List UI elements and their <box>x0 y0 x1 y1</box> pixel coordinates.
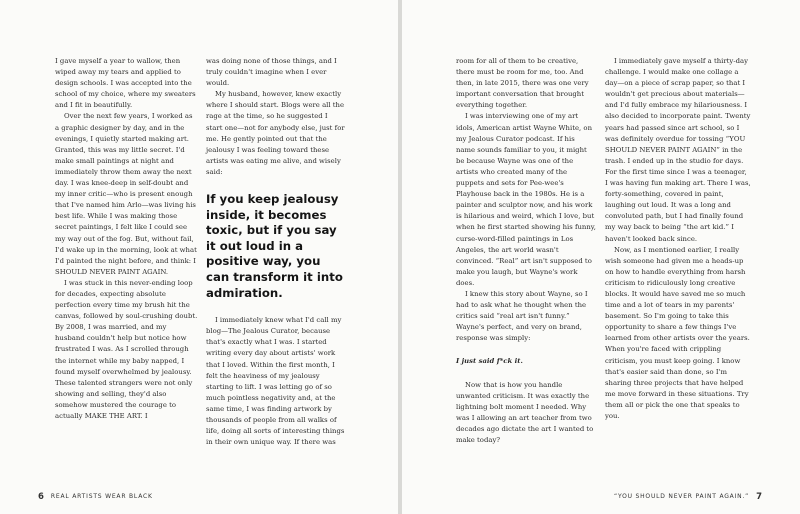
pull-quote: If you keep jealousy inside, it becomes toxic, but if you say it out loud in a positive way, you can transform it into admiration. <box>206 192 343 300</box>
page-number: 6 <box>38 492 44 502</box>
right-column-2 <box>605 56 751 422</box>
paragraph: Now that is how you handle unwanted criticism. It was exactly the lightning bolt moment I needed. Why was I allowing an art teacher from two decades ago dictate the art I wanted to make today? <box>456 380 594 444</box>
paragraph: room for all of them to be creative, there must be room for me, too. And then, in late 2015, there was one very important conversation that brought everything together. <box>456 57 589 110</box>
paragraph: I was stuck in this never-ending loop for decades, expecting absolute perfection every time my brush hit the canvas, followed by soul-crushing doubt. By 2008, I was married, and my husband couldn't help but notice how frustrated I was. As I scrolled through the internet while my baby napped, I found myself overwhelmed by jealousy. These talented strangers were not only showing and selling, they'd also somehow mustered the courage to actually MAKE THE ART. I <box>55 278 198 420</box>
paragraph: I gave myself a year to wallow, then wiped away my tears and applied to design schools. I was accepted into the school of my choice, where my sweaters and I fit in beautifully. <box>55 57 196 110</box>
paragraph: I immediately gave myself a thirty-day challenge. I would make one collage a day—on a piece of scrap paper, so that I wouldn't get precious about materials—and I'd fully embrace my hilariousness. I also decided to incorporate paint. Twenty years had passed since art school, so I was definitely overdue for tossing “YOU SHOULD NEVER PAINT AGAIN” in the trash. I ended up in the studio for days. For the first time since I was a teenager, I was having fun making art. There I was, forty-something, covered in paint, laughing out loud. It was a long and convoluted path, but I had finally found my way back to being “the art kid.” I haven't looked back since. <box>605 57 751 243</box>
left-folio <box>38 492 153 502</box>
running-head: “YOU SHOULD NEVER PAINT AGAIN.” <box>614 493 750 500</box>
paragraph: Over the next few years, I worked as a graphic designer by day, and in the evenings, I quietly started making art. Granted, this was my little secret. I'd make small paintings at night and immediately throw them away the next day. I was knee-deep in self-doubt and my inner critic—who is present enough that I've named him Arlo—was living his best life. While I was making those secret paintings, I felt like I could see my way out of the fog. But, without fail, I'd wake up in the morning, look at what I'd painted the night before, and think: I SHOULD NEVER PAINT AGAIN. <box>55 112 197 276</box>
paragraph: I immediately knew what I'd call my blog—The Jealous Curator, because that's exactly what I was. I started writing every day about artists' work that I loved. Within the first month, I felt the heaviness of my jealousy starting to lift. I was letting go of so much pointless negativity and, at the same time, I was finding artwork by thousands of people from all walks of life, doing all sorts of interesting things in their own unique way. If there was <box>206 316 345 447</box>
right-column-1 <box>456 56 596 446</box>
block-quote: I just said f*ck it. <box>456 357 523 366</box>
paragraph: I knew this story about Wayne, so I had to ask what he thought when the critics said “real art isn't funny.” Wayne's perfect, and very on brand, response was simply: <box>456 289 588 343</box>
running-head: REAL ARTISTS WEAR BLACK <box>50 493 153 500</box>
page-number: 7 <box>756 492 762 502</box>
right-folio <box>614 492 762 502</box>
paragraph: I was interviewing one of my art idols, American artist Wayne White, on my Jealous Curator podcast. If his name sounds familiar to you, it might be because Wayne was one of the artists who created many of the puppets and sets for Pee-wee's Playhouse back in the 1980s. He is a painter and sculptor now, and his work is hilarious and weird, which I love, but when he first started showing his funny, curse-word-filled paintings in Los Angeles, the art world wasn't convinced. “Real” art isn't supposed to make you laugh, but Wayne's work does. <box>456 112 596 287</box>
paragraph: Now, as I mentioned earlier, I really wish someone had given me a heads-up on how to handle everything from harsh criticism to ridiculously long creative blocks. It would have saved me so much time and a lot of tears in my parents' basement. So I'm going to take this opportunity to share a few things I've learned from other artists over the years. When you're faced with crippling criticism, you must keep going. I know that's easier said than done, so I'm sharing three projects that have helped me move forward in these situations. Try them all or pick the one that speaks to you. <box>605 245 750 420</box>
left-column-1 <box>55 56 198 422</box>
paragraph: was doing none of those things, and I truly couldn't imagine when I ever would. <box>206 57 337 88</box>
left-column-2 <box>206 56 346 448</box>
paragraph: My husband, however, knew exactly where I should start. Blogs were all the rage at the time, so he suggested I start one—not for anybody else, just for me. He gently pointed out that the jealousy I was feeling toward these artists was eating me alive, and wisely said: <box>206 90 345 176</box>
